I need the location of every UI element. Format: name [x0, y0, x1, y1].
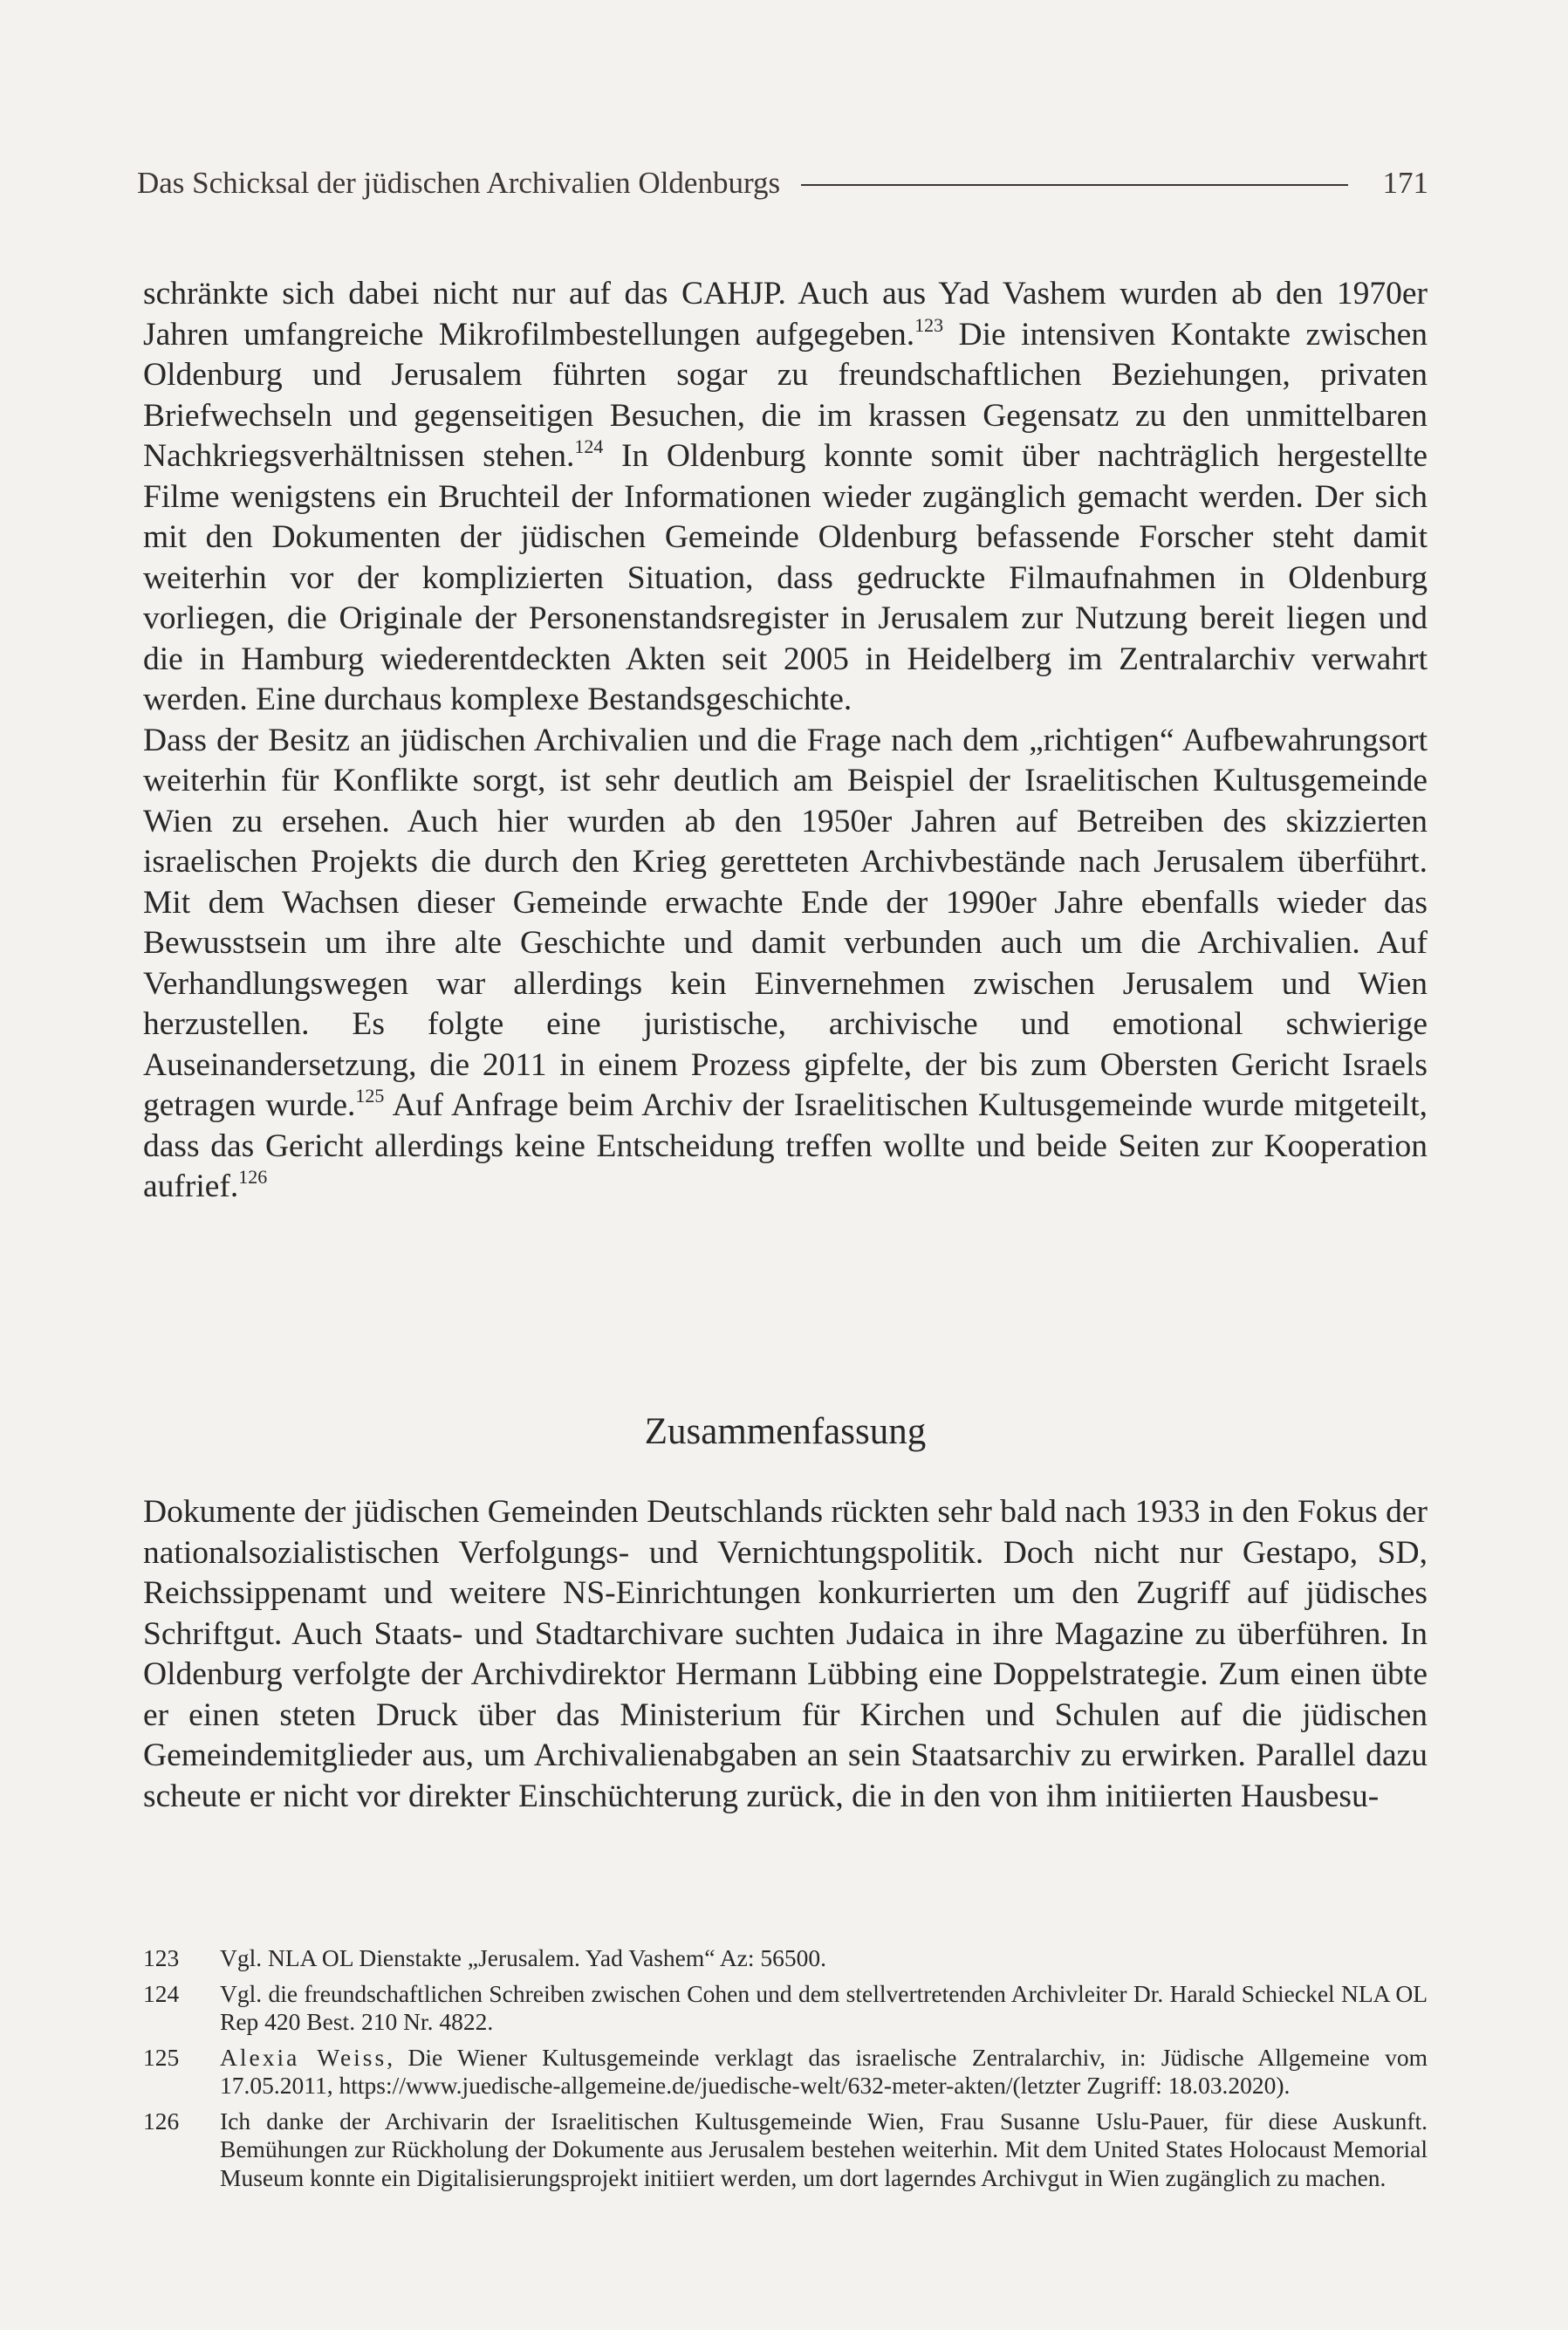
- footnote: [143, 2044, 1428, 2100]
- footnote-text: [220, 2044, 1428, 2100]
- paragraph-1: [143, 274, 1428, 721]
- section-heading: Zusammenfassung: [644, 1411, 927, 1452]
- footnote: [143, 1980, 1428, 2037]
- paragraph-2-text-a: Dass der Besitz an jüdischen Archivalien und die Frage nach dem „richtigen“ Aufbewahrungsort weiterhin für Konflikte sorgt, ist sehr deutlich am Beispiel der Israelitischen Kultusgemeinde Wien zu ersehen. Auch hier wurden ab den 1950er Jahren auf Betreiben des skizzierten israelischen Projekts die durch den Krieg geretteten Archivbestände nach Jerusalem überführt. Mit dem Wachsen dieser Gemeinde erwachte Ende der 1990er Jahre ebenfalls wieder das Bewusstsein um ihre alte Geschichte und damit verbunden auch um die Archivalien. Auf Verhandlungswegen war allerdings kein Einvernehmen zwischen Jerusalem und Wien herzustellen. Es folgte eine juristische, archivische und emotional schwierige Auseinandersetzung, die 2011 in einem Prozess gipfelte, der bis zum Obersten Gericht Israels getragen wurde.: [143, 722, 1428, 1123]
- footnote-number: 125: [143, 2043, 180, 2071]
- paragraph-1-text-c: In Oldenburg konnte somit über nachträglich hergestellte Filme wenigstens ein Bruchteil der Informationen wieder zugänglich gemacht werden. Der sich mit den Dokumenten der jüdischen Gemeinde Oldenburg befassende Forscher steht damit weiterhin vor der komplizierten Situation, dass gedruckte Filmaufnahmen in Oldenburg vorliegen, die Originale der Personenstandsregister in Jerusalem zur Nutzung bereit liegen und die in Hamburg wiederentdeckten Akten seit 2005 in Heidelberg im Zentralarchiv verwahrt werden. Eine durchaus komplexe Bestandsgeschichte.: [143, 438, 1428, 717]
- page-number: 171: [1382, 166, 1428, 200]
- footnote-text: Vgl. NLA OL Dienstakte „Jerusalem. Yad Vashem“ Az: 56500.: [220, 1944, 827, 1971]
- footnote-ref-126[interactable]: 126: [238, 1166, 268, 1188]
- running-title: Das Schicksal der jüdischen Archivalien Oldenburgs: [137, 166, 781, 200]
- footnote: [143, 1944, 1428, 1973]
- running-header: [137, 166, 1428, 201]
- footnote-ref-125[interactable]: 125: [355, 1085, 385, 1107]
- paragraph-1-text-a: schränkte sich dabei nicht nur auf das CAHJP. Auch aus Yad Vashem wurden ab den 1970er Jahren umfangreiche Mikrofilmbestellungen aufgegeben.: [143, 276, 1428, 353]
- footnote-ref-124[interactable]: 124: [574, 435, 604, 457]
- summary-paragraph: Dokumente der jüdischen Gemeinden Deutschlands rückten sehr bald nach 1933 in den Fokus der nationalsozialistischen Verfolgungs- und Vernichtungspolitik. Doch nicht nur Gestapo, SD, Reichssippenamt und weitere NS-Einrichtungen konkurrierten um den Zugriff auf jüdisches Schriftgut. Auch Staats- und Stadtarchivare suchten Judaica in ihre Magazine zu überführen. In Oldenburg verfolgte der Archivdirektor Hermann Lübbing eine Doppelstrategie. Zum einen übte er einen steten Druck über das Ministerium für Kirchen und Schulen auf die jüdischen Gemeindemitglieder aus, um Archivalienabgaben an sein Staatsarchiv zu erwirken. Parallel dazu scheute er nicht vor direkter Einschüchterung zurück, die in den von ihm initiierten Hausbesu-: [143, 1494, 1428, 1814]
- footnote-number: 126: [143, 2107, 180, 2135]
- paragraph-1-text-b: Die intensiven Kontakte zwischen Oldenburg und Jerusalem führten sogar zu freundschaftlichen Beziehungen, privaten Briefwechseln und gegenseitigen Besuchen, die im krassen Gegensatz zu den unmittelbaren Nachkriegsverhältnissen stehen.: [143, 316, 1428, 474]
- footnote-number: 123: [143, 1944, 180, 1971]
- footnote-author: Alexia Weiss: [220, 2043, 387, 2071]
- footnote: [143, 2107, 1428, 2193]
- body-text: [143, 274, 1428, 1208]
- paragraph-2: [143, 721, 1428, 1208]
- summary-text: [143, 1492, 1428, 1817]
- footnote-ref-123[interactable]: 123: [914, 313, 944, 336]
- paragraph-2-text-b: Auf Anfrage beim Archiv der Israelitischen Kultusgemeinde wurde mitgeteilt, dass das Gericht allerdings keine Entscheidung treffen wollte und beide Seiten zur Kooperation aufrief.: [143, 1087, 1428, 1204]
- header-rule: [801, 184, 1347, 186]
- footnote-text: Ich danke der Archivarin der Israelitischen Kultusgemeinde Wien, Frau Susanne Uslu-Pauer, für diese Auskunft. Bemühungen zur Rückholung der Dokumente aus Jerusalem bestehen weiterhin. Mit dem United States Holocaust Memorial Museum konnte ein Digitalisierungsprojekt initiiert werden, um dort lagerndes Archivgut in Wien zugänglich zu machen.: [220, 2107, 1428, 2191]
- footnotes: [143, 1944, 1428, 2199]
- footnote-body: , Die Wiener Kultusgemeinde verklagt das israelische Zentralarchiv, in: Jüdische Allgemeine vom 17.05.2011, https://www.juedische-allgemeine.de/juedische-welt/632-meter-akten/(letzter Zugriff: 18.03.2020).: [220, 2043, 1428, 2099]
- footnote-number: 124: [143, 1979, 180, 2007]
- footnote-text: Vgl. die freundschaftlichen Schreiben zwischen Cohen und dem stellvertretenden Archivleiter Dr. Harald Schieckel NLA OL Rep 420 Best. 210 Nr. 4822.: [220, 1979, 1428, 2035]
